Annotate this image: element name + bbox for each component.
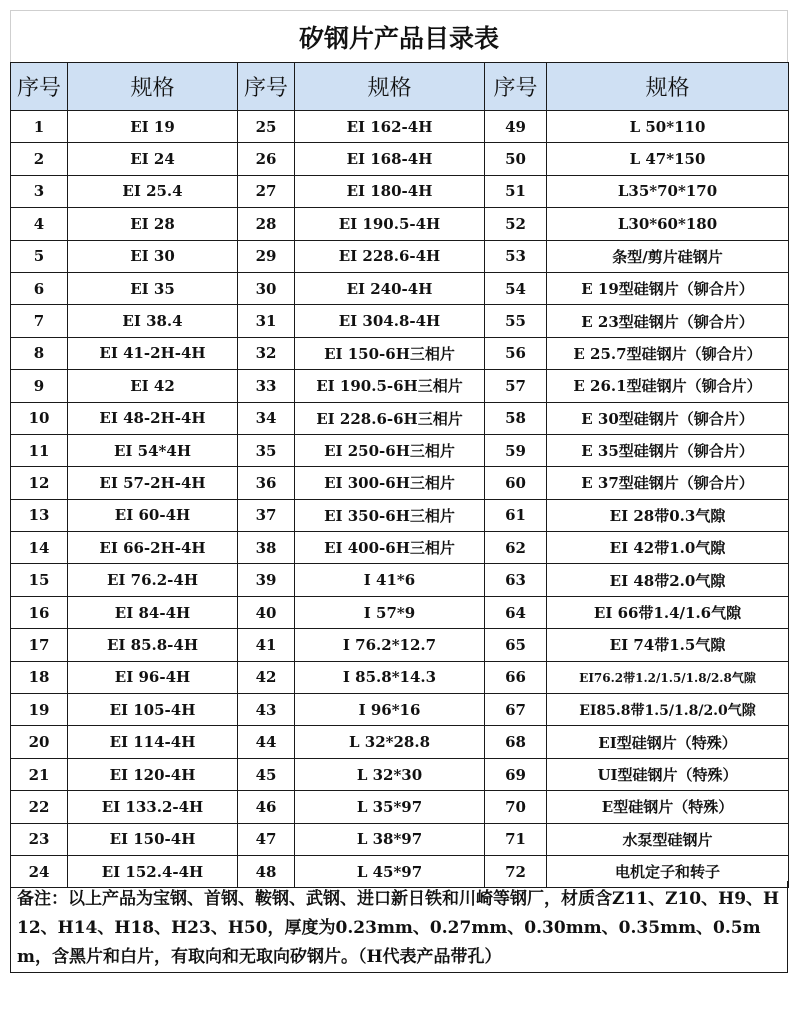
table-row <box>11 661 789 693</box>
table-row <box>11 143 789 175</box>
serial-cell: 38 <box>238 532 295 564</box>
table-row <box>11 467 789 499</box>
serial-cell: 48 <box>238 855 295 887</box>
table-row <box>11 726 789 758</box>
table-row <box>11 564 789 596</box>
spec-cell: EI 304.8-4H <box>295 305 485 337</box>
spec-cell: E 35型硅钢片（铆合片） <box>547 434 789 466</box>
spec-cell: EI 96-4H <box>68 661 238 693</box>
serial-cell: 8 <box>11 337 68 369</box>
serial-cell: 57 <box>485 370 547 402</box>
spec-cell: EI 19 <box>68 111 238 143</box>
spec-cell: EI 38.4 <box>68 305 238 337</box>
remarks-note: 备注：以上产品为宝钢、首钢、鞍钢、武钢、进口新日铁和川崎等钢厂，材质含Z11、Z10、H9、H12、H14、H18、H23、H50，厚度为0.23mm、0.27mm、0.30mm、0.35mm、0.5mm，含黑片和白片，有取向和无取向矽钢片。（H代表产品带孔） <box>10 881 788 973</box>
serial-cell: 20 <box>11 726 68 758</box>
serial-cell: 15 <box>11 564 68 596</box>
spec-cell: E 37型硅钢片（铆合片） <box>547 467 789 499</box>
serial-cell: 61 <box>485 499 547 531</box>
spec-cell: EI 41-2H-4H <box>68 337 238 369</box>
spec-cell: L 35*97 <box>295 791 485 823</box>
table-row <box>11 694 789 726</box>
spec-cell: E型硅钢片（特殊） <box>547 791 789 823</box>
spec-cell: EI 35 <box>68 272 238 304</box>
spec-cell: EI85.8带1.5/1.8/2.0气隙 <box>547 694 789 726</box>
spec-cell: EI 150-6H三相片 <box>295 337 485 369</box>
spec-cell: EI 54*4H <box>68 434 238 466</box>
serial-cell: 28 <box>238 208 295 240</box>
spec-cell: EI 28带0.3气隙 <box>547 499 789 531</box>
spec-cell: L35*70*170 <box>547 175 789 207</box>
spec-cell: UI型硅钢片（特殊） <box>547 758 789 790</box>
table-row <box>11 305 789 337</box>
serial-cell: 71 <box>485 823 547 855</box>
spec-cell: EI 30 <box>68 240 238 272</box>
serial-cell: 50 <box>485 143 547 175</box>
serial-cell: 55 <box>485 305 547 337</box>
serial-cell: 39 <box>238 564 295 596</box>
serial-cell: 27 <box>238 175 295 207</box>
spec-cell: I 76.2*12.7 <box>295 629 485 661</box>
serial-cell: 67 <box>485 694 547 726</box>
serial-cell: 54 <box>485 272 547 304</box>
serial-cell: 9 <box>11 370 68 402</box>
header-spec-1: 规格 <box>68 63 238 111</box>
serial-cell: 44 <box>238 726 295 758</box>
spec-cell: EI 152.4-4H <box>68 855 238 887</box>
serial-cell: 16 <box>11 596 68 628</box>
serial-cell: 12 <box>11 467 68 499</box>
spec-cell: L 38*97 <box>295 823 485 855</box>
serial-cell: 56 <box>485 337 547 369</box>
spec-cell: I 96*16 <box>295 694 485 726</box>
spec-cell: E 30型硅钢片（铆合片） <box>547 402 789 434</box>
spec-cell: EI型硅钢片（特殊） <box>547 726 789 758</box>
spec-cell: I 41*6 <box>295 564 485 596</box>
spec-cell: L 45*97 <box>295 855 485 887</box>
serial-cell: 65 <box>485 629 547 661</box>
spec-cell: EI 400-6H三相片 <box>295 532 485 564</box>
spec-cell: E 25.7型硅钢片（铆合片） <box>547 337 789 369</box>
serial-cell: 64 <box>485 596 547 628</box>
serial-cell: 49 <box>485 111 547 143</box>
table-row <box>11 629 789 661</box>
table-row <box>11 532 789 564</box>
table-header-row <box>11 63 789 111</box>
serial-cell: 26 <box>238 143 295 175</box>
serial-cell: 14 <box>11 532 68 564</box>
spec-cell: EI 57-2H-4H <box>68 467 238 499</box>
table-row <box>11 823 789 855</box>
serial-cell: 35 <box>238 434 295 466</box>
spec-cell: EI 114-4H <box>68 726 238 758</box>
serial-cell: 72 <box>485 855 547 887</box>
serial-cell: 13 <box>11 499 68 531</box>
serial-cell: 36 <box>238 467 295 499</box>
serial-cell: 69 <box>485 758 547 790</box>
serial-cell: 17 <box>11 629 68 661</box>
table-body <box>11 111 789 888</box>
serial-cell: 33 <box>238 370 295 402</box>
table-row <box>11 402 789 434</box>
spec-cell: E 23型硅钢片（铆合片） <box>547 305 789 337</box>
spec-cell: EI 190.5-4H <box>295 208 485 240</box>
serial-cell: 45 <box>238 758 295 790</box>
spec-cell: EI 162-4H <box>295 111 485 143</box>
header-no-1: 序号 <box>11 63 68 111</box>
serial-cell: 2 <box>11 143 68 175</box>
serial-cell: 1 <box>11 111 68 143</box>
spec-cell: EI76.2带1.2/1.5/1.8/2.8气隙 <box>547 661 789 693</box>
header-spec-3: 规格 <box>547 63 789 111</box>
spec-cell: EI 42 <box>68 370 238 402</box>
serial-cell: 70 <box>485 791 547 823</box>
serial-cell: 3 <box>11 175 68 207</box>
spec-cell: EI 250-6H三相片 <box>295 434 485 466</box>
serial-cell: 63 <box>485 564 547 596</box>
spec-cell: EI 133.2-4H <box>68 791 238 823</box>
serial-cell: 40 <box>238 596 295 628</box>
spec-cell: EI 42带1.0气隙 <box>547 532 789 564</box>
spec-cell: EI 60-4H <box>68 499 238 531</box>
spec-cell: L 50*110 <box>547 111 789 143</box>
spec-cell: EI 66带1.4/1.6气隙 <box>547 596 789 628</box>
serial-cell: 47 <box>238 823 295 855</box>
serial-cell: 6 <box>11 272 68 304</box>
spec-cell: EI 228.6-4H <box>295 240 485 272</box>
serial-cell: 25 <box>238 111 295 143</box>
spec-cell: EI 228.6-6H三相片 <box>295 402 485 434</box>
table-row <box>11 272 789 304</box>
serial-cell: 52 <box>485 208 547 240</box>
table-row <box>11 596 789 628</box>
spec-cell: EI 190.5-6H三相片 <box>295 370 485 402</box>
serial-cell: 34 <box>238 402 295 434</box>
spec-cell: EI 300-6H三相片 <box>295 467 485 499</box>
spec-cell: EI 168-4H <box>295 143 485 175</box>
table-row <box>11 791 789 823</box>
spec-cell: EI 350-6H三相片 <box>295 499 485 531</box>
spec-cell: EI 84-4H <box>68 596 238 628</box>
spec-cell: EI 180-4H <box>295 175 485 207</box>
serial-cell: 59 <box>485 434 547 466</box>
table-row <box>11 370 789 402</box>
serial-cell: 5 <box>11 240 68 272</box>
serial-cell: 30 <box>238 272 295 304</box>
spec-cell: EI 120-4H <box>68 758 238 790</box>
table-row <box>11 240 789 272</box>
serial-cell: 31 <box>238 305 295 337</box>
spec-cell: I 85.8*14.3 <box>295 661 485 693</box>
spec-cell: EI 25.4 <box>68 175 238 207</box>
serial-cell: 37 <box>238 499 295 531</box>
serial-cell: 43 <box>238 694 295 726</box>
header-no-2: 序号 <box>238 63 295 111</box>
serial-cell: 10 <box>11 402 68 434</box>
serial-cell: 7 <box>11 305 68 337</box>
table-row <box>11 499 789 531</box>
serial-cell: 22 <box>11 791 68 823</box>
spec-cell: EI 28 <box>68 208 238 240</box>
serial-cell: 51 <box>485 175 547 207</box>
serial-cell: 66 <box>485 661 547 693</box>
catalog-table <box>10 62 789 888</box>
serial-cell: 42 <box>238 661 295 693</box>
serial-cell: 29 <box>238 240 295 272</box>
serial-cell: 41 <box>238 629 295 661</box>
spec-cell: EI 24 <box>68 143 238 175</box>
spec-cell: I 57*9 <box>295 596 485 628</box>
page-title: 矽钢片产品目录表 <box>10 10 788 62</box>
serial-cell: 53 <box>485 240 547 272</box>
spec-cell: 电机定子和转子 <box>547 855 789 887</box>
table-row <box>11 111 789 143</box>
spec-cell: EI 85.8-4H <box>68 629 238 661</box>
table-row <box>11 208 789 240</box>
serial-cell: 11 <box>11 434 68 466</box>
serial-cell: 46 <box>238 791 295 823</box>
spec-cell: E 19型硅钢片（铆合片） <box>547 272 789 304</box>
serial-cell: 18 <box>11 661 68 693</box>
spec-cell: L30*60*180 <box>547 208 789 240</box>
header-spec-2: 规格 <box>295 63 485 111</box>
table-row <box>11 434 789 466</box>
spec-cell: 水泵型硅钢片 <box>547 823 789 855</box>
spec-cell: L 32*28.8 <box>295 726 485 758</box>
table-row <box>11 337 789 369</box>
spec-cell: EI 240-4H <box>295 272 485 304</box>
table-row <box>11 175 789 207</box>
spec-cell: EI 74带1.5气隙 <box>547 629 789 661</box>
serial-cell: 62 <box>485 532 547 564</box>
serial-cell: 68 <box>485 726 547 758</box>
spec-cell: L 32*30 <box>295 758 485 790</box>
spec-cell: L 47*150 <box>547 143 789 175</box>
spec-cell: EI 48-2H-4H <box>68 402 238 434</box>
spec-cell: EI 76.2-4H <box>68 564 238 596</box>
serial-cell: 24 <box>11 855 68 887</box>
spec-cell: E 26.1型硅钢片（铆合片） <box>547 370 789 402</box>
serial-cell: 60 <box>485 467 547 499</box>
spec-cell: 条型/剪片硅钢片 <box>547 240 789 272</box>
serial-cell: 23 <box>11 823 68 855</box>
serial-cell: 58 <box>485 402 547 434</box>
serial-cell: 4 <box>11 208 68 240</box>
header-no-3: 序号 <box>485 63 547 111</box>
spec-cell: EI 105-4H <box>68 694 238 726</box>
spec-cell: EI 66-2H-4H <box>68 532 238 564</box>
spec-cell: EI 150-4H <box>68 823 238 855</box>
spec-cell: EI 48带2.0气隙 <box>547 564 789 596</box>
serial-cell: 32 <box>238 337 295 369</box>
serial-cell: 19 <box>11 694 68 726</box>
serial-cell: 21 <box>11 758 68 790</box>
table-row <box>11 758 789 790</box>
